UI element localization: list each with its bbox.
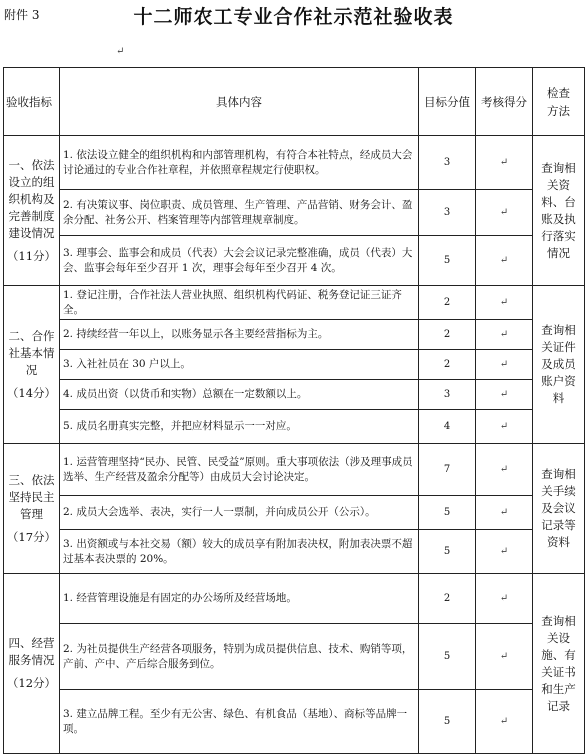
review-score-cell[interactable]: ↵ — [476, 624, 533, 690]
indicator-label: 四、经营服务情况 — [8, 636, 55, 667]
content-cell: 5. 成员名册真实完整，并把应材料显示一一对应。 — [60, 410, 419, 444]
content-cell: 1. 依法设立健全的组织机构和内部管理机构，有符合本社特点，经成员大会讨论通过的专业合作社章程，并依照章程规定行使职权。 — [60, 136, 419, 190]
table-row — [4, 286, 585, 320]
indicator-score: （12分） — [6, 676, 57, 690]
indicator-label: 二、合作社基本情况 — [8, 328, 55, 377]
indicator-label: 一、依法设立的组织机构及完善制度建设情况 — [8, 157, 55, 240]
target-score-cell: 4 — [419, 410, 476, 444]
table-row — [4, 236, 585, 286]
method-cell: 查询相关资料、台账及执行落实情况 — [533, 136, 585, 286]
table-row — [4, 320, 585, 350]
target-score-cell: 3 — [419, 136, 476, 190]
table-header-row — [4, 68, 585, 136]
content-cell: 1. 经营管理设施是有固定的办公场所及经营场地。 — [60, 574, 419, 624]
table-row — [4, 624, 585, 690]
indicator-score: （14分） — [6, 385, 57, 400]
content-cell: 2. 为社员提供生产经营各项服务，特别为成员提供信息、技术、购销等项，产前、产中、产后综合服务到位。 — [60, 624, 419, 690]
table-row — [4, 350, 585, 380]
content-cell: 1. 登记注册，合作社法人营业执照、组织机构代码证、税务登记证三证齐全。 — [60, 286, 419, 320]
content-cell: 3. 理事会、监事会和成员（代表）大会会议记录完整准确，成员（代表）大会、监事会每年至少召开 1 次，理事会每年至少召开 4 次。 — [60, 236, 419, 286]
content-cell: 2. 有决策议事、岗位职责、成员管理、生产管理、产品营销、财务会计、盈余分配、社务公开、档案管理等内部管理规章制度。 — [60, 190, 419, 236]
indicator-score: （17分） — [6, 529, 57, 544]
review-score-cell[interactable]: ↵ — [476, 190, 533, 236]
header-method: 检查方法 — [533, 68, 585, 136]
indicator-cell — [4, 444, 60, 574]
table-row — [4, 574, 585, 624]
content-cell: 4. 成员出资（以货币和实物）总额在一定数额以上。 — [60, 380, 419, 410]
indicator-cell — [4, 286, 60, 444]
target-score-cell: 5 — [419, 624, 476, 690]
table-row — [4, 410, 585, 444]
table-row — [4, 530, 585, 574]
method-cell: 查询相关手续及会议记录等资料 — [533, 444, 585, 574]
target-score-cell: 5 — [419, 496, 476, 530]
table-row — [4, 444, 585, 496]
content-cell: 3. 建立品牌工程。至少有无公害、绿色、有机食品（基地）、商标等品牌一项。 — [60, 690, 419, 754]
review-score-cell[interactable]: ↵ — [476, 496, 533, 530]
indicator-score: （11分） — [6, 248, 57, 263]
review-score-cell[interactable]: ↵ — [476, 444, 533, 496]
table-row — [4, 690, 585, 754]
content-cell: 1. 运营管理坚持“民办、民管、民受益”原则。重大事项依法（涉及理事成员选举、生产经营及盈余分配等）由成员大会讨论决定。 — [60, 444, 419, 496]
target-score-cell: 2 — [419, 574, 476, 624]
table-row — [4, 190, 585, 236]
table-row — [4, 496, 585, 530]
indicator-cell — [4, 136, 60, 286]
review-score-cell[interactable]: ↵ — [476, 380, 533, 410]
target-score-cell: 2 — [419, 320, 476, 350]
content-cell: 2. 持续经营一年以上，以账务显示各主要经营指标为主。 — [60, 320, 419, 350]
review-score-cell[interactable]: ↵ — [476, 136, 533, 190]
target-score-cell: 3 — [419, 380, 476, 410]
review-score-cell[interactable]: ↵ — [476, 320, 533, 350]
target-score-cell: 5 — [419, 530, 476, 574]
attachment-label: 附件 3 — [4, 8, 40, 22]
header-review-score: 考核得分 — [476, 68, 533, 136]
target-score-cell: 2 — [419, 350, 476, 380]
review-score-cell[interactable]: ↵ — [476, 236, 533, 286]
indicator-label: 三、依法坚持民主管理 — [8, 472, 55, 521]
indicator-cell — [4, 574, 60, 754]
method-cell: 查询相关设施、有关证书和生产记录 — [533, 574, 585, 754]
target-score-cell: 7 — [419, 444, 476, 496]
target-score-cell: 3 — [419, 190, 476, 236]
method-cell: 查询相关证件及成员账户资料 — [533, 286, 585, 444]
review-score-cell[interactable]: ↵ — [476, 350, 533, 380]
content-cell: 3. 出资额或与本社交易（额）较大的成员享有附加表决权，附加表决票不超过基本表决票的 20%。 — [60, 530, 419, 574]
table-row — [4, 380, 585, 410]
content-cell: 3. 入社社员在 30 户以上。 — [60, 350, 419, 380]
paragraph-mark: ↵ — [116, 46, 125, 57]
review-score-cell[interactable]: ↵ — [476, 286, 533, 320]
target-score-cell: 5 — [419, 236, 476, 286]
page-title: 十二师农工专业合作社示范社验收表 — [133, 6, 454, 28]
table-row — [4, 136, 585, 190]
target-score-cell: 5 — [419, 690, 476, 754]
content-cell: 2. 成员大会选举、表决，实行一人一票制，并向成员公开（公示）。 — [60, 496, 419, 530]
acceptance-table — [3, 67, 585, 754]
header-target-score: 目标分值 — [419, 68, 476, 136]
header-indicator: 验收指标 — [4, 68, 60, 136]
review-score-cell[interactable]: ↵ — [476, 574, 533, 624]
review-score-cell[interactable]: ↵ — [476, 530, 533, 574]
review-score-cell[interactable]: ↵ — [476, 410, 533, 444]
header-content: 具体内容 — [60, 68, 419, 136]
target-score-cell: 2 — [419, 286, 476, 320]
review-score-cell[interactable]: ↵ — [476, 690, 533, 754]
